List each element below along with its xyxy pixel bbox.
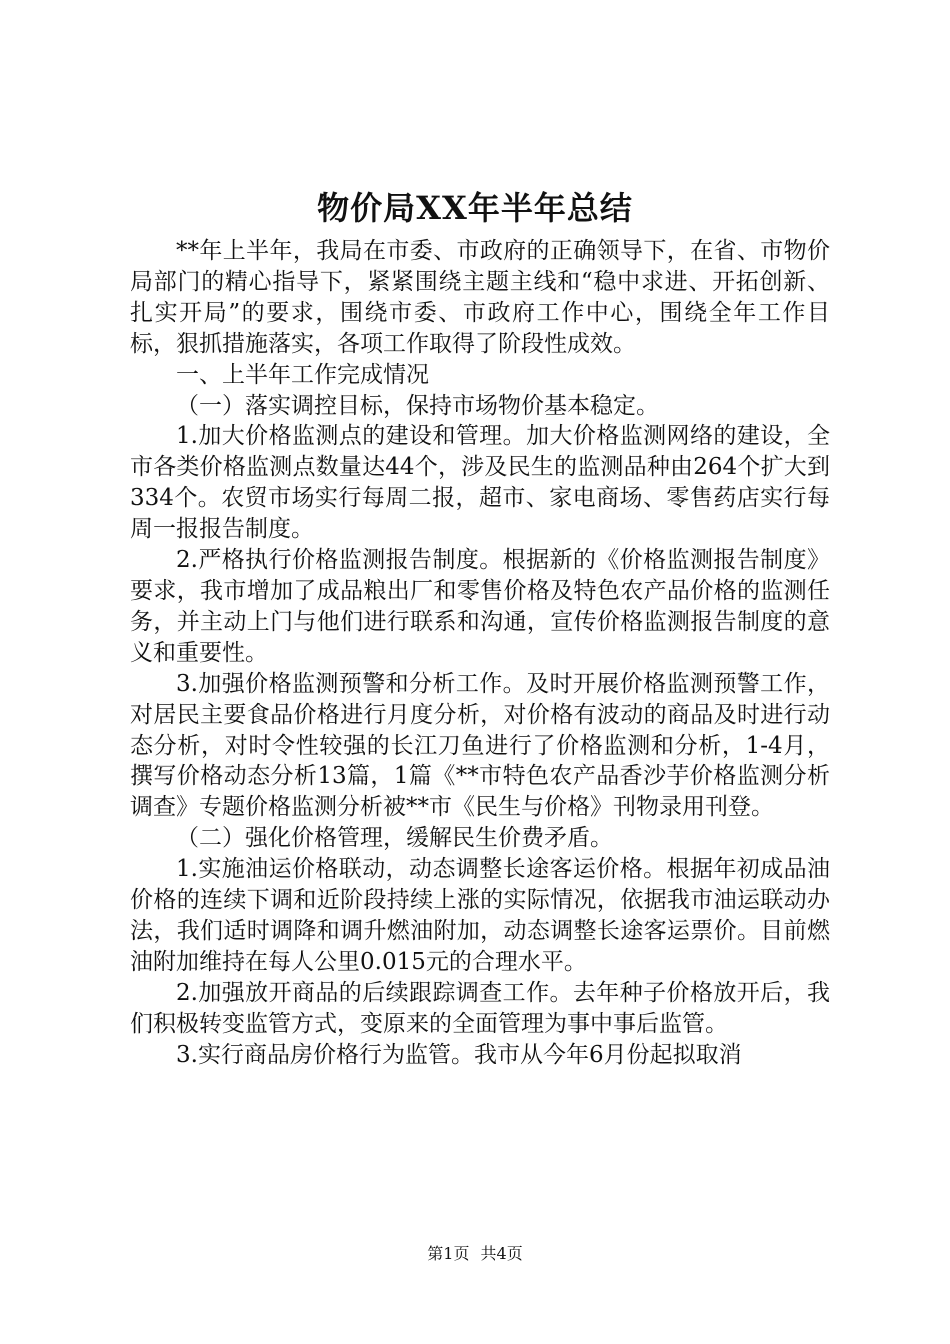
- paragraph-item: 2.严格执行价格监测报告制度。根据新的《价格监测报告制度》要求，我市增加了成品粮出厂和零售价格及特色农产品价格的监测任务，并主动上门与他们进行联系和沟通，宣传价格监测报告制度的意义和重要性。: [130, 547, 830, 666]
- subsection-heading-1: （一）落实调控目标，保持市场物价基本稳定。: [176, 392, 659, 419]
- paragraph-item: 1.加大价格监测点的建设和管理。加大价格监测网络的建设，全市各类价格监测点数量达44个，涉及民生的监测品种由264个扩大到334个。农贸市场实行每周二报，超市、家电商场、零售药店实行每周一报报告制度。: [130, 423, 830, 543]
- document-title: 物价局XX年半年总结: [317, 189, 633, 227]
- page-number: 第1页: [427, 1244, 470, 1263]
- paragraph-item: 3.加强价格监测预警和分析工作。及时开展价格监测预警工作，对居民主要食品价格进行月度分析，对价格有波动的商品及时进行动态分析，对时令性较强的长江刀鱼进行了价格监测和分析，1-4月，撰写价格动态分析13篇，1篇《**市特色农产品香沙芋价格监测分析调查》专题价格监测分析被**市《民生与价格》刊物录用刊登。: [130, 670, 830, 821]
- paragraph-item: 1.实施油运价格联动，动态调整长途客运价格。根据年初成品油价格的连续下调和近阶段持续上涨的实际情况，依据我市油运联动办法，我们适时调降和调升燃油附加，动态调整长途客运票价。目前燃油附加维持在每人公里0.015元的合理水平。: [130, 856, 830, 975]
- paragraph-item: 3.实行商品房价格行为监管。我市从今年6月份起拟取消: [176, 1041, 742, 1068]
- page-total: 共4页: [480, 1244, 523, 1263]
- page-footer: [0, 1244, 950, 1264]
- paragraph-item: 2.加强放开商品的后续跟踪调查工作。去年种子价格放开后，我们积极转变监管方式，变原来的全面管理为事中事后监管。: [130, 979, 830, 1037]
- section-heading-1: 一、上半年工作完成情况: [176, 361, 429, 388]
- subsection-heading-2: （二）强化价格管理，缓解民生价费矛盾。: [176, 825, 613, 852]
- paragraph-intro: **年上半年，我局在市委、市政府的正确领导下，在省、市物价局部门的精心指导下，紧紧围绕主题主线和“稳中求进、开拓创新、扎实开局”的要求，围绕市委、市政府工作中心，围绕全年工作目标，狠抓措施落实，各项工作取得了阶段性成效。: [130, 238, 830, 357]
- document-body: [130, 236, 830, 1070]
